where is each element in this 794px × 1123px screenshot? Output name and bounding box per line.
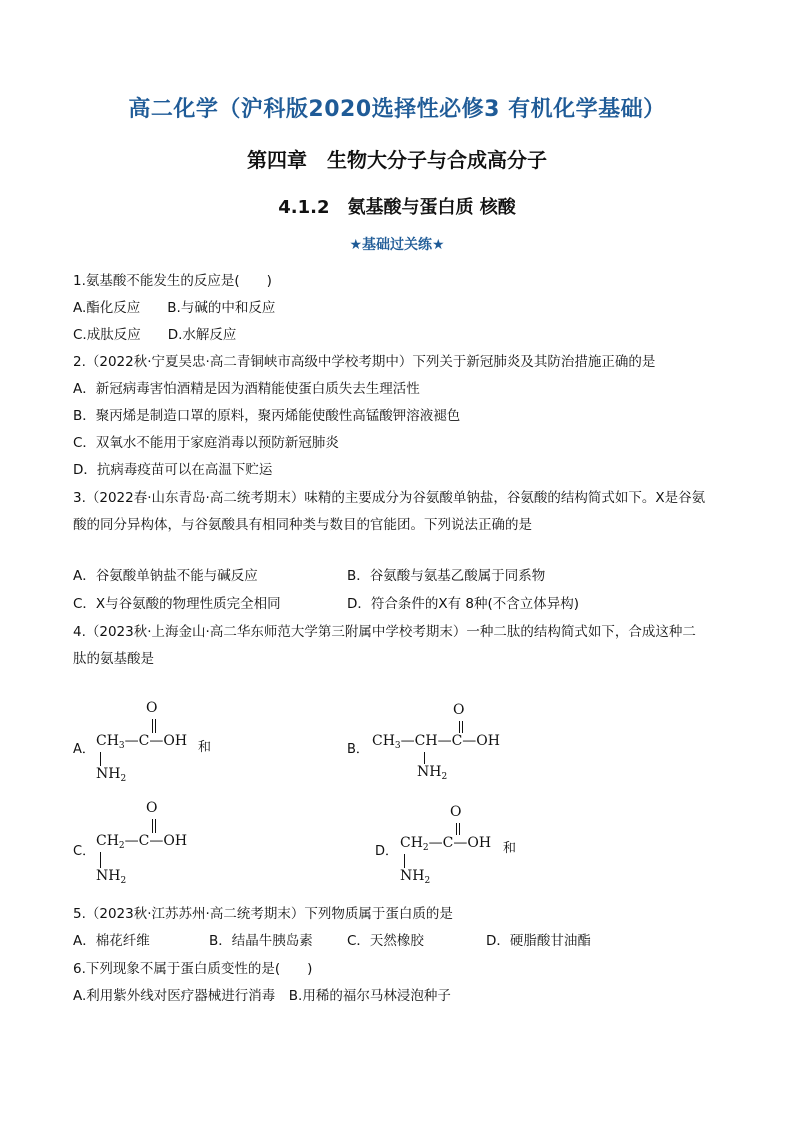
q3-stem-line1: 3.（2022春·山东青岛·高二统考期末）味精的主要成分为谷氨酸单钠盐，谷氨酸的结构简式如下。X是谷氨 [73,490,706,506]
structure-d-double-bond [456,823,460,835]
structure-c-chain: $CH_2—C—OH$ [96,833,188,851]
structure-b-double-bond [459,721,463,733]
q3-option-b: B．谷氨酸与氨基乙酸属于同系物 [347,568,546,584]
q5-option-b: B．结晶牛胰岛素 [209,933,313,949]
q2-stem: 2.（2022秋·宁夏吴忠·高二青铜峡市高级中学校考期中）下列关于新冠肺炎及其防治措施正确的是 [73,354,656,370]
q3-option-c: C．X与谷氨酸的物理性质完全相同 [73,596,281,612]
structure-d-label: D． [375,844,399,859]
structure-a-chain: $CH_3—C—OH$ [96,733,188,751]
q3-option-a: A．谷氨酸单钠盐不能与碱反应 [73,568,258,584]
structure-c-label: C． [73,844,96,859]
structure-a-oxygen: O [146,700,158,716]
q5-option-d: D．硬脂酸甘油酯 [486,933,591,949]
chapter-title: 第四章 生物大分子与合成高分子 [247,148,547,172]
structure-d-chain: $CH_2—C—OH$ [400,835,492,853]
section-title: 4.1.2 氨基酸与蛋白质 核酸 [278,197,516,218]
q2-option-b: B．聚丙烯是制造口罩的原料，聚丙烯能使酸性高锰酸钾溶液褪色 [73,408,461,424]
structure-c-amino: $NH_2$ [96,868,127,886]
q5-option-c: C．天然橡胶 [347,933,424,949]
structure-b [347,702,547,792]
q6-stem: 6.下列现象不属于蛋白质变性的是( ) [73,961,313,977]
q4-stem-line2: 肽的氨基酸是 [73,651,154,667]
q3-stem-line2: 酸的同分异构体，与谷氨酸具有相同种类与数目的官能团。下列说法正确的是 [73,517,532,533]
structure-b-label: B． [347,742,369,757]
q1-options-row2: C.成肽反应 D.水解反应 [73,327,237,343]
structure-c-oxygen: O [146,800,158,816]
series-title: 高二化学（沪科版2020选择性必修3 有机化学基础） [128,97,666,122]
exercise-label: ★基础过关练★ [349,237,445,253]
structure-c [73,800,273,890]
q5-stem: 5.（2023秋·江苏苏州·高二统考期末）下列物质属于蛋白质的是 [73,906,453,922]
structure-a-amino: $NH_2$ [96,766,127,784]
structure-b-oxygen: O [453,702,465,718]
structure-c-bond [100,852,101,868]
structure-d [375,804,575,894]
structure-b-chain: $CH_3—CH—C—OH$ [372,733,500,751]
structure-a-double-bond [152,719,156,733]
q5-option-a: A．棉花纤维 [73,933,150,949]
structure-c-double-bond [152,819,156,833]
structure-d-amino: $NH_2$ [400,868,431,886]
q4-stem-line1: 4.（2023秋·上海金山·高二华东师范大学第三附属中学校考期末）一种二肽的结构简式如下，合成这种二 [73,624,696,640]
structure-a-bond [100,752,101,766]
structure-a [73,700,253,790]
structure-d-oxygen: O [450,804,462,820]
structure-a-label: A． [73,742,95,757]
structure-b-bond [424,752,425,764]
q1-options-row1: A.酯化反应 B.与碱的中和反应 [73,300,276,316]
q1-stem: 1.氨基酸不能发生的反应是( ) [73,273,272,289]
structure-a-suffix: 和 [198,740,212,755]
structure-b-amino: $NH_2$ [417,764,448,782]
q2-option-c: C．双氧水不能用于家庭消毒以预防新冠肺炎 [73,435,339,451]
q2-option-a: A．新冠病毒害怕酒精是因为酒精能使蛋白质失去生理活性 [73,381,420,397]
q3-option-d: D．符合条件的X有 8种(不含立体异构) [347,596,580,612]
structure-d-bond [404,854,405,868]
q6-options-row1: A.利用紫外线对医疗器械进行消毒 B.用稀的福尔马林浸泡种子 [73,988,451,1004]
structure-d-suffix: 和 [503,841,517,856]
q2-option-d: D．抗病毒疫苗可以在高温下贮运 [73,462,273,478]
